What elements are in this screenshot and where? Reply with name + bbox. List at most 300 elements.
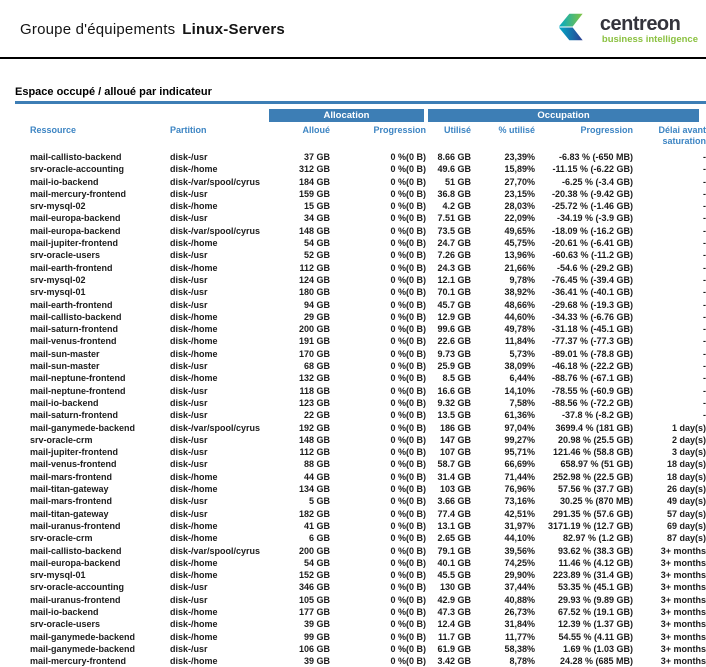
- table-row: [30, 151, 706, 163]
- cell-occupation-progression: 1.69 % (1.03 GB): [562, 643, 634, 654]
- cell-used-percent: 97,04%: [504, 422, 536, 433]
- cell-used: 40.1 GB: [437, 557, 472, 568]
- cell-resource: mail-mercury-frontend: [30, 656, 127, 667]
- cell-used-percent: 31,84%: [504, 619, 536, 630]
- cell-occupation-progression: -60.63 % (-11.2 GB): [552, 250, 634, 261]
- cell-occupation-progression: 658.97 % (51 GB): [560, 459, 634, 470]
- cell-resource: srv-mysql-02: [30, 201, 86, 212]
- col-utilise: Utilisé: [444, 125, 472, 135]
- cell-used: 49.6 GB: [437, 164, 472, 175]
- cell-used-percent: 99,27%: [504, 434, 536, 445]
- cell-partition: disk-/home: [170, 631, 218, 642]
- cell-occupation-progression: -89.01 % (-78.8 GB): [551, 348, 634, 359]
- cell-partition: disk-/usr: [170, 643, 208, 654]
- cell-occupation-progression: 54.55 % (4.11 GB): [558, 631, 634, 642]
- cell-saturation-delay: 18 day(s): [667, 471, 706, 482]
- cell-used-percent: 29,90%: [504, 570, 536, 581]
- col-ressource: Ressource: [30, 125, 77, 135]
- cell-allocation-progression: 0 %(0 B): [390, 213, 427, 224]
- cell-allocated: 159 GB: [298, 188, 330, 199]
- cell-resource: mail-europa-backend: [30, 225, 121, 236]
- cell-saturation-delay: 3+ months: [660, 582, 706, 593]
- cell-resource: mail-sun-master: [30, 361, 100, 372]
- cell-allocated: 44 GB: [303, 471, 330, 482]
- cell-occupation-progression: 252.98 % (22.5 GB): [552, 471, 634, 482]
- cell-used: 186 GB: [439, 422, 472, 433]
- cell-used: 77.4 GB: [437, 508, 472, 519]
- cell-resource: mail-io-backend: [30, 176, 99, 187]
- cell-used-percent: 7,58%: [509, 397, 536, 408]
- cell-allocated: 200 GB: [298, 545, 330, 556]
- cell-partition: disk-/home: [170, 201, 218, 212]
- cell-allocated: 29 GB: [303, 311, 330, 322]
- cell-resource: mail-io-backend: [30, 606, 99, 617]
- cell-resource: mail-ganymede-backend: [30, 422, 136, 433]
- hostgroup-name: Linux-Servers: [182, 20, 285, 38]
- cell-allocated: 41 GB: [303, 520, 330, 531]
- cell-used-percent: 22,09%: [504, 213, 536, 224]
- cell-partition: disk-/home: [170, 373, 218, 384]
- cell-partition: disk-/usr: [170, 287, 208, 298]
- cell-allocation-progression: 0 %(0 B): [390, 422, 427, 433]
- cell-resource: mail-mars-frontend: [30, 471, 113, 482]
- cell-occupation-progression: -11.15 % (-6.22 GB): [552, 164, 634, 175]
- cell-allocation-progression: 0 %(0 B): [390, 188, 427, 199]
- table-row: [30, 225, 706, 237]
- cell-allocation-progression: 0 %(0 B): [390, 274, 427, 285]
- cell-used-percent: 37,44%: [504, 582, 536, 593]
- cell-saturation-delay: 3 day(s): [672, 447, 706, 458]
- cell-used-percent: 9,78%: [509, 274, 536, 285]
- cell-saturation-delay: 3+ months: [660, 643, 706, 654]
- logo-tagline: business intelligence: [601, 33, 698, 45]
- cell-occupation-progression: 82.97 % (1.2 GB): [562, 533, 634, 544]
- cell-allocation-progression: 0 %(0 B): [390, 225, 427, 236]
- cell-used-percent: 23,39%: [504, 152, 536, 162]
- cell-partition: disk-/var/spool/cyrus: [170, 225, 261, 236]
- cell-used: 22.6 GB: [437, 336, 472, 347]
- cell-allocation-progression: 0 %(0 B): [390, 164, 427, 175]
- cell-used-percent: 76,96%: [504, 484, 536, 495]
- cell-used-percent: 61,36%: [504, 410, 536, 421]
- cell-occupation-progression: -34.19 % (-3.9 GB): [556, 213, 634, 224]
- cell-allocation-progression: 0 %(0 B): [390, 176, 427, 187]
- cell-used: 107 GB: [439, 447, 472, 458]
- cell-saturation-delay: 57 day(s): [667, 508, 706, 519]
- cell-used-percent: 48,66%: [504, 299, 536, 310]
- cell-saturation-delay: 87 day(s): [667, 533, 706, 544]
- cell-resource: mail-mars-frontend: [30, 496, 113, 507]
- cell-occupation-progression: 24.28 % (685 MB): [559, 656, 634, 667]
- cell-used-percent: 39,56%: [504, 545, 536, 556]
- cell-occupation-progression: 30.25 % (870 MB): [559, 496, 634, 507]
- cell-saturation-delay: 3+ months: [660, 545, 706, 556]
- cell-allocated: 112 GB: [299, 447, 330, 458]
- cell-saturation-delay: -: [703, 152, 706, 162]
- cell-resource: srv-oracle-crm: [30, 434, 93, 445]
- cell-partition: disk-/home: [170, 336, 218, 347]
- cell-used: 25.9 GB: [437, 361, 472, 372]
- cell-used-percent: 71,44%: [504, 471, 536, 482]
- cell-saturation-delay: -: [703, 262, 706, 273]
- header-divider: [0, 57, 706, 59]
- cell-occupation-progression: 29.93 % (9.89 GB): [557, 594, 634, 605]
- cell-occupation-progression: 20.98 % (25.5 GB): [557, 434, 634, 445]
- cell-used: 3.66 GB: [437, 496, 472, 507]
- table-row: [30, 458, 706, 470]
- cell-resource: mail-neptune-frontend: [30, 373, 126, 384]
- cell-used-percent: 44,60%: [504, 311, 536, 322]
- cell-saturation-delay: -: [703, 324, 706, 335]
- cell-partition: disk-/home: [170, 262, 218, 273]
- cell-allocation-progression: 0 %(0 B): [390, 361, 427, 372]
- cell-allocated: 54 GB: [303, 557, 330, 568]
- cell-used: 147 GB: [439, 434, 472, 445]
- table-row: [30, 643, 706, 655]
- table-row: [30, 323, 706, 335]
- cell-partition: disk-/usr: [170, 508, 208, 519]
- page-title-prefix: Groupe d'équipements: [20, 20, 176, 38]
- cell-partition: disk-/usr: [170, 410, 208, 421]
- cell-used: 103 GB: [439, 484, 472, 495]
- cell-used-percent: 13,96%: [504, 250, 536, 261]
- cell-partition: disk-/usr: [170, 447, 208, 458]
- cell-allocation-progression: 0 %(0 B): [390, 434, 427, 445]
- section-title: Espace occupé / alloué par indicateur: [15, 86, 706, 104]
- table-row: [30, 335, 706, 347]
- cell-used: 7.26 GB: [437, 250, 472, 261]
- cell-occupation-progression: -6.83 % (-650 MB): [558, 152, 634, 162]
- cell-partition: disk-/home: [170, 324, 218, 335]
- table-row: [30, 348, 706, 360]
- cell-saturation-delay: -: [703, 188, 706, 199]
- cell-saturation-delay: 3+ months: [660, 557, 706, 568]
- cell-resource: srv-oracle-users: [30, 619, 101, 630]
- cell-occupation-progression: -78.55 % (-60.9 GB): [551, 385, 634, 396]
- cell-used: 45.7 GB: [437, 299, 472, 310]
- table-row: [30, 188, 706, 200]
- cell-allocation-progression: 0 %(0 B): [390, 385, 427, 396]
- cell-resource: mail-uranus-frontend: [30, 520, 121, 531]
- table-row: [30, 655, 706, 667]
- cell-partition: disk-/home: [170, 348, 218, 359]
- cell-allocation-progression: 0 %(0 B): [390, 348, 427, 359]
- cell-used: 11.7 GB: [437, 631, 472, 642]
- cell-allocation-progression: 0 %(0 B): [390, 250, 427, 261]
- cell-allocated: 5 GB: [308, 496, 330, 507]
- cell-used-percent: 26,73%: [504, 606, 536, 617]
- cell-allocation-progression: 0 %(0 B): [390, 410, 427, 421]
- col-delai-saturation: Délai avant saturation: [658, 125, 706, 146]
- cell-saturation-delay: 2 day(s): [672, 434, 706, 445]
- cell-used-percent: 40,88%: [504, 594, 536, 605]
- cell-occupation-progression: 93.62 % (38.3 GB): [557, 545, 634, 556]
- table-row: [30, 286, 706, 298]
- cell-partition: disk-/usr: [170, 496, 208, 507]
- table-row: [30, 360, 706, 372]
- table-row: [30, 249, 706, 261]
- cell-saturation-delay: -: [703, 213, 706, 224]
- table-row: [30, 545, 706, 557]
- cell-used: 99.6 GB: [437, 324, 472, 335]
- cell-occupation-progression: -88.76 % (-67.1 GB): [551, 373, 634, 384]
- cell-resource: srv-mysql-01: [30, 570, 86, 581]
- cell-saturation-delay: 3+ months: [660, 606, 706, 617]
- table-row: [30, 495, 706, 507]
- cell-allocated: 94 GB: [303, 299, 330, 310]
- cell-resource: mail-earth-frontend: [30, 262, 113, 273]
- cell-saturation-delay: -: [703, 348, 706, 359]
- cell-allocation-progression: 0 %(0 B): [390, 631, 427, 642]
- cell-resource: mail-jupiter-frontend: [30, 447, 118, 458]
- table-row: [30, 631, 706, 643]
- cell-resource: mail-titan-gateway: [30, 508, 109, 519]
- cell-resource: mail-earth-frontend: [30, 299, 113, 310]
- cell-saturation-delay: -: [703, 397, 706, 408]
- cell-used-percent: 8,78%: [509, 656, 536, 667]
- centreon-chevron-icon: [557, 9, 595, 50]
- cell-allocated: 22 GB: [303, 410, 330, 421]
- cell-used-percent: 95,71%: [504, 447, 536, 458]
- cell-used: 9.32 GB: [437, 397, 472, 408]
- cell-resource: mail-saturn-frontend: [30, 410, 119, 421]
- cell-allocation-progression: 0 %(0 B): [390, 459, 427, 470]
- cell-allocation-progression: 0 %(0 B): [390, 324, 427, 335]
- cell-used-percent: 73,16%: [504, 496, 536, 507]
- cell-used-percent: 38,92%: [504, 287, 536, 298]
- table-row: [30, 163, 706, 175]
- centreon-logo: [557, 9, 700, 50]
- cell-used-percent: 38,09%: [504, 361, 536, 372]
- cell-allocated: 148 GB: [298, 434, 330, 445]
- table-row: [30, 483, 706, 495]
- cell-occupation-progression: -46.18 % (-22.2 GB): [551, 361, 634, 372]
- indicator-table: [30, 109, 706, 667]
- cell-allocation-progression: 0 %(0 B): [390, 287, 427, 298]
- cell-resource: mail-callisto-backend: [30, 311, 122, 322]
- cell-partition: disk-/usr: [170, 459, 208, 470]
- cell-saturation-delay: -: [703, 274, 706, 285]
- cell-allocated: 182 GB: [298, 508, 330, 519]
- cell-allocation-progression: 0 %(0 B): [390, 656, 427, 667]
- cell-allocated: 39 GB: [303, 656, 330, 667]
- cell-allocated: 118 GB: [299, 385, 330, 396]
- cell-occupation-progression: 223.89 % (31.4 GB): [552, 570, 634, 581]
- cell-allocation-progression: 0 %(0 B): [390, 496, 427, 507]
- cell-partition: disk-/usr: [170, 299, 208, 310]
- cell-occupation-progression: -88.56 % (-72.2 GB): [551, 397, 634, 408]
- cell-allocated: 112 GB: [299, 262, 330, 273]
- cell-used: 24.7 GB: [437, 238, 472, 249]
- cell-resource: mail-callisto-backend: [30, 545, 122, 556]
- cell-saturation-delay: -: [703, 336, 706, 347]
- cell-partition: disk-/home: [170, 311, 218, 322]
- table-row: [30, 532, 706, 544]
- cell-allocation-progression: 0 %(0 B): [390, 397, 427, 408]
- cell-allocation-progression: 0 %(0 B): [390, 299, 427, 310]
- cell-partition: disk-/home: [170, 533, 218, 544]
- cell-resource: srv-mysql-01: [30, 287, 86, 298]
- cell-saturation-delay: 49 day(s): [667, 496, 706, 507]
- table-row: [30, 581, 706, 593]
- col-alloue: Alloué: [302, 125, 330, 135]
- cell-allocated: 152 GB: [298, 570, 330, 581]
- cell-partition: disk-/usr: [170, 274, 208, 285]
- cell-saturation-delay: -: [703, 238, 706, 249]
- table-row: [30, 397, 706, 409]
- cell-allocated: 180 GB: [298, 287, 330, 298]
- logo-brand: centreon: [599, 12, 681, 35]
- cell-resource: mail-ganymede-backend: [30, 643, 136, 654]
- table-row: [30, 422, 706, 434]
- cell-resource: srv-oracle-accounting: [30, 164, 125, 175]
- cell-resource: mail-uranus-frontend: [30, 594, 121, 605]
- cell-used: 36.8 GB: [437, 188, 472, 199]
- cell-resource: mail-callisto-backend: [30, 152, 122, 162]
- cell-allocation-progression: 0 %(0 B): [390, 582, 427, 593]
- cell-used: 58.7 GB: [437, 459, 472, 470]
- cell-used-percent: 11,77%: [504, 631, 536, 642]
- cell-partition: disk-/usr: [170, 188, 208, 199]
- cell-occupation-progression: -29.68 % (-19.3 GB): [551, 299, 634, 310]
- cell-allocated: 34 GB: [303, 213, 330, 224]
- cell-used: 73.5 GB: [437, 225, 472, 236]
- cell-allocated: 184 GB: [298, 176, 330, 187]
- cell-allocation-progression: 0 %(0 B): [390, 484, 427, 495]
- cell-allocation-progression: 0 %(0 B): [390, 336, 427, 347]
- table-row: [30, 618, 706, 630]
- cell-occupation-progression: 291.35 % (57.6 GB): [552, 508, 634, 519]
- cell-saturation-delay: -: [703, 410, 706, 421]
- cell-used: 9.73 GB: [437, 348, 472, 359]
- cell-occupation-progression: -31.18 % (-45.1 GB): [551, 324, 634, 335]
- cell-used: 79.1 GB: [437, 545, 472, 556]
- cell-partition: disk-/home: [170, 520, 218, 531]
- cell-saturation-delay: -: [703, 385, 706, 396]
- table-row: [30, 569, 706, 581]
- cell-allocation-progression: 0 %(0 B): [390, 520, 427, 531]
- cell-resource: mail-ganymede-backend: [30, 631, 136, 642]
- cell-used: 70.1 GB: [437, 287, 472, 298]
- cell-saturation-delay: -: [703, 250, 706, 261]
- cell-allocation-progression: 0 %(0 B): [390, 619, 427, 630]
- cell-used-percent: 45,75%: [504, 238, 536, 249]
- cell-used-percent: 49,78%: [504, 324, 536, 335]
- cell-used: 7.51 GB: [437, 213, 472, 224]
- column-header-row: [30, 122, 706, 151]
- cell-resource: mail-europa-backend: [30, 213, 121, 224]
- cell-used-percent: 66,69%: [504, 459, 536, 470]
- cell-partition: disk-/var/spool/cyrus: [170, 422, 261, 433]
- cell-occupation-progression: 53.35 % (45.1 GB): [557, 582, 634, 593]
- cell-used: 24.3 GB: [437, 262, 472, 273]
- cell-saturation-delay: -: [703, 287, 706, 298]
- cell-used: 42.9 GB: [437, 594, 472, 605]
- centreon-logo-text: [600, 14, 698, 45]
- cell-used: 12.4 GB: [437, 619, 472, 630]
- cell-used-percent: 42,51%: [504, 508, 536, 519]
- group-header-allocation: Allocation: [269, 109, 424, 122]
- cell-occupation-progression: 57.56 % (37.7 GB): [557, 484, 634, 495]
- cell-used: 2.65 GB: [437, 533, 472, 544]
- cell-resource: mail-sun-master: [30, 348, 100, 359]
- cell-allocated: 15 GB: [303, 201, 330, 212]
- cell-partition: disk-/home: [170, 619, 218, 630]
- cell-occupation-progression: 121.46 % (58.8 GB): [552, 447, 634, 458]
- cell-resource: mail-venus-frontend: [30, 336, 117, 347]
- cell-allocated: 88 GB: [303, 459, 330, 470]
- cell-occupation-progression: -76.45 % (-39.4 GB): [551, 274, 634, 285]
- cell-saturation-delay: 3+ months: [660, 619, 706, 630]
- cell-allocated: 68 GB: [303, 361, 330, 372]
- cell-partition: disk-/usr: [170, 434, 208, 445]
- cell-resource: mail-jupiter-frontend: [30, 238, 118, 249]
- cell-used: 12.9 GB: [437, 311, 472, 322]
- col-progression-occupation: Progression: [580, 125, 634, 135]
- cell-used-percent: 5,73%: [509, 348, 536, 359]
- table-head: [30, 109, 706, 151]
- col-pct-utilise: % utilisé: [498, 125, 536, 135]
- cell-used: 8.66 GB: [437, 152, 472, 162]
- cell-saturation-delay: 3+ months: [660, 594, 706, 605]
- col-progression-allocation: Progression: [373, 125, 427, 135]
- cell-allocated: 106 GB: [298, 643, 330, 654]
- cell-occupation-progression: -18.09 % (-16.2 GB): [551, 225, 634, 236]
- cell-occupation-progression: -20.38 % (-9.42 GB): [551, 188, 634, 199]
- cell-used: 13.5 GB: [437, 410, 472, 421]
- cell-partition: disk-/var/spool/cyrus: [170, 545, 261, 556]
- cell-saturation-delay: 3+ months: [660, 656, 706, 667]
- cell-allocation-progression: 0 %(0 B): [390, 262, 427, 273]
- cell-occupation-progression: 11.46 % (4.12 GB): [558, 557, 634, 568]
- cell-allocation-progression: 0 %(0 B): [390, 311, 427, 322]
- cell-used: 31.4 GB: [437, 471, 472, 482]
- cell-partition: disk-/usr: [170, 385, 208, 396]
- cell-used: 51 GB: [445, 176, 472, 187]
- cell-used-percent: 49,65%: [504, 225, 536, 236]
- cell-resource: srv-oracle-crm: [30, 533, 93, 544]
- cell-partition: disk-/home: [170, 238, 218, 249]
- cell-resource: mail-mercury-frontend: [30, 188, 127, 199]
- report-header: [0, 0, 706, 48]
- cell-used: 61.9 GB: [437, 643, 472, 654]
- cell-allocation-progression: 0 %(0 B): [390, 594, 427, 605]
- table-row: [30, 446, 706, 458]
- cell-allocation-progression: 0 %(0 B): [390, 557, 427, 568]
- cell-saturation-delay: 69 day(s): [667, 520, 706, 531]
- cell-allocation-progression: 0 %(0 B): [390, 508, 427, 519]
- cell-allocated: 123 GB: [298, 397, 330, 408]
- cell-used: 16.6 GB: [437, 385, 472, 396]
- cell-partition: disk-/usr: [170, 213, 208, 224]
- cell-occupation-progression: -20.61 % (-6.41 GB): [551, 238, 634, 249]
- cell-saturation-delay: -: [703, 164, 706, 175]
- cell-allocated: 312 GB: [298, 164, 330, 175]
- cell-partition: disk-/home: [170, 484, 218, 495]
- cell-allocated: 99 GB: [303, 631, 330, 642]
- cell-partition: disk-/home: [170, 570, 218, 581]
- cell-saturation-delay: -: [703, 225, 706, 236]
- table-row: [30, 434, 706, 446]
- cell-used: 12.1 GB: [437, 274, 472, 285]
- group-header-occupation: Occupation: [428, 109, 699, 122]
- cell-resource: mail-io-backend: [30, 397, 99, 408]
- cell-occupation-progression: -34.33 % (-6.76 GB): [551, 311, 634, 322]
- cell-resource: srv-mysql-02: [30, 274, 86, 285]
- cell-resource: srv-oracle-users: [30, 250, 101, 261]
- cell-resource: srv-oracle-accounting: [30, 582, 125, 593]
- table-row: [30, 299, 706, 311]
